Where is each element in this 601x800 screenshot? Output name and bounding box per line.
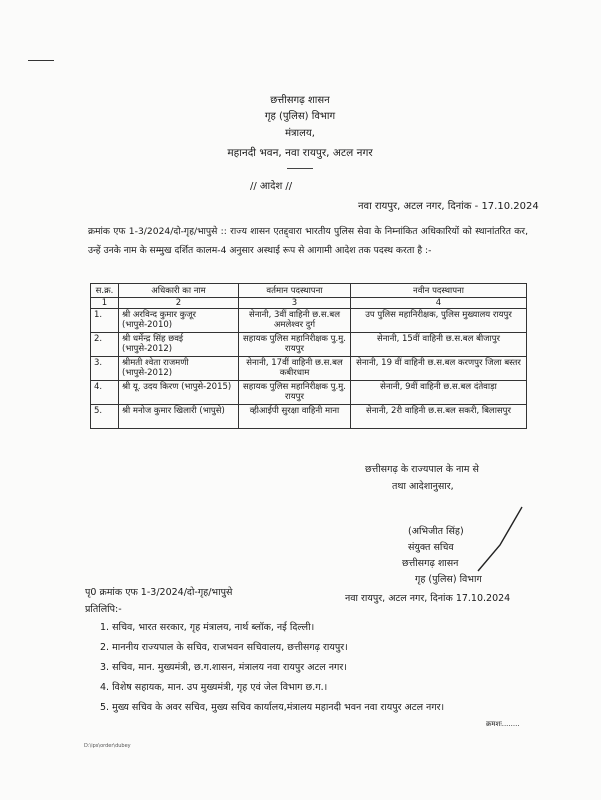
signature-mark [470,505,530,575]
table-row [91,381,527,405]
table-row [91,405,527,429]
col-number: 4 [351,298,527,309]
header-separator [287,168,313,169]
cell-current-posting: व्हीआईपी सुरक्षा वाहिनी माना [239,405,351,429]
cell-officer-name: श्री धर्मेन्द्र सिंह छवई (भापुसे-2012) [119,333,239,357]
cell-new-posting: सेनानी, 2री वाहिनी छ.स.बल सकरी, बिलासपुर [351,405,527,429]
copy-reference: पृ0 क्रमांक एफ 1-3/2024/दो-गृह/भापुसे [85,587,233,598]
col-number: 3 [239,298,351,309]
signatory-department: गृह (पुलिस) विभाग [415,574,482,585]
cell-new-posting: सेनानी, 15वीं वाहिनी छ.स.बल बीजापुर [351,333,527,357]
col-header-serial: स.क्र. [91,284,119,298]
copy-to-label: प्रतिलिपि:- [85,604,122,615]
transfer-table [90,283,527,429]
header-state-government: छत्तीसगढ़ शासन [270,95,330,106]
copy-dateline: नवा रायपुर, अटल नगर, दिनांक 17.10.2024 [345,593,511,604]
cell-serial: 5. [91,405,119,429]
cell-officer-name: श्री अरविन्द कुमार कुजूर (भापुसे-2010) [119,309,239,333]
cell-current-posting: सहायक पुलिस महानिरीक्षक पु.मु. रायपुर [239,381,351,405]
cell-officer-name: श्री मनोज कुमार खिलारी (भापुसे) [119,405,239,429]
order-dateline: नवा रायपुर, अटल नगर, दिनांक - 17.10.2024 [358,201,539,212]
cell-new-posting: उप पुलिस महानिरीक्षक, पुलिस मुख्यालय रायपुर [351,309,527,333]
col-header-new-posting: नवीन पदस्थापना [351,284,527,298]
signatory-name: (अभिजीत सिंह) [408,526,464,537]
header-department: गृह (पुलिस) विभाग [264,111,336,122]
list-item: 1. सचिव, भारत सरकार, गृह मंत्रालय, नार्थ ब्लॉक, नई दिल्ली। [100,622,315,633]
cell-officer-name: श्रीमती श्वेता राजमणी (भापुसे-2012) [119,357,239,381]
header-address: महानदी भवन, नवा रायपुर, अटल नगर [227,147,373,159]
governor-authority-line: छत्तीसगढ़ के राज्यपाल के नाम से [365,464,479,475]
col-number: 2 [119,298,239,309]
order-paragraph: क्रमांक एफ 1-3/2024/दो-गृह/भापुसे :: राज्य शासन एतद्द्वारा भारतीय पुलिस सेवा के निम्नांकित अधिकारियों को स्थानांतरित कर, उन्हें उनके नाम के सम्मुख दर्शित कालम-4 अनुसार अस्थाई रूप से आगामी आदेश तक पदस्थ करता है :- [88,226,528,256]
list-item: 5. मुख्य सचिव के अवर सचिव, मुख्य सचिव कार्यालय,मंत्रालय महानदी भवन नवा रायपुर अटल नगर। [100,702,445,713]
cell-current-posting: सेनानी, 17वीं वाहिनी छ.स.बल कबीरधाम [239,357,351,381]
col-header-current-posting: वर्तमान पदस्थापना [239,284,351,298]
cell-serial: 2. [91,333,119,357]
governor-order-line: तथा आदेशानुसार, [392,481,454,492]
continued-marker: क्रमशः........ [486,720,520,728]
list-item: 4. विशेष सहायक, मान. उप मुख्यमंत्री, गृह एवं जेल विभाग छ.ग.। [100,682,328,693]
cell-new-posting: सेनानी, 19 वीं वाहिनी छ.स.बल करणपुर जिला बस्तर [351,357,527,381]
cell-new-posting: सेनानी, 9वीं वाहिनी छ.स.बल दंतेवाड़ा [351,381,527,405]
list-item: 2. माननीय राज्यपाल के सचिव, राजभवन सचिवालय, छत्तीसगढ़ रायपुर। [100,642,348,653]
column-number-row [91,298,527,309]
cell-serial: 1. [91,309,119,333]
table-row [91,333,527,357]
cell-officer-name: श्री यू. उदय किरण (भापुसे-2015) [119,381,239,405]
col-header-officer-name: अधिकारी का नाम [119,284,239,298]
cell-serial: 4. [91,381,119,405]
recipient-list [100,618,444,718]
header-ministry: मंत्रालय, [285,128,315,139]
table-row [91,309,527,333]
signatory-government: छत्तीसगढ़ शासन [402,558,459,569]
order-title: // आदेश // [250,181,293,192]
list-item: 3. सचिव, मान. मुख्यमंत्री, छ.ग.शासन, मंत्रालय नवा रायपुर अटल नगर। [100,662,347,673]
cell-current-posting: सहायक पुलिस महानिरीक्षक पु.मु. रायपुर [239,333,351,357]
file-path-note: D:\ips\order\dubey [84,743,131,749]
top-margin-mark [28,60,54,61]
table-row [91,357,527,381]
signatory-designation: संयुक्त सचिव [408,542,454,553]
col-number: 1 [91,298,119,309]
cell-current-posting: सेनानी, 3वीं वाहिनी छ.स.बल अमलेश्वर दुर्ग [239,309,351,333]
cell-serial: 3. [91,357,119,381]
